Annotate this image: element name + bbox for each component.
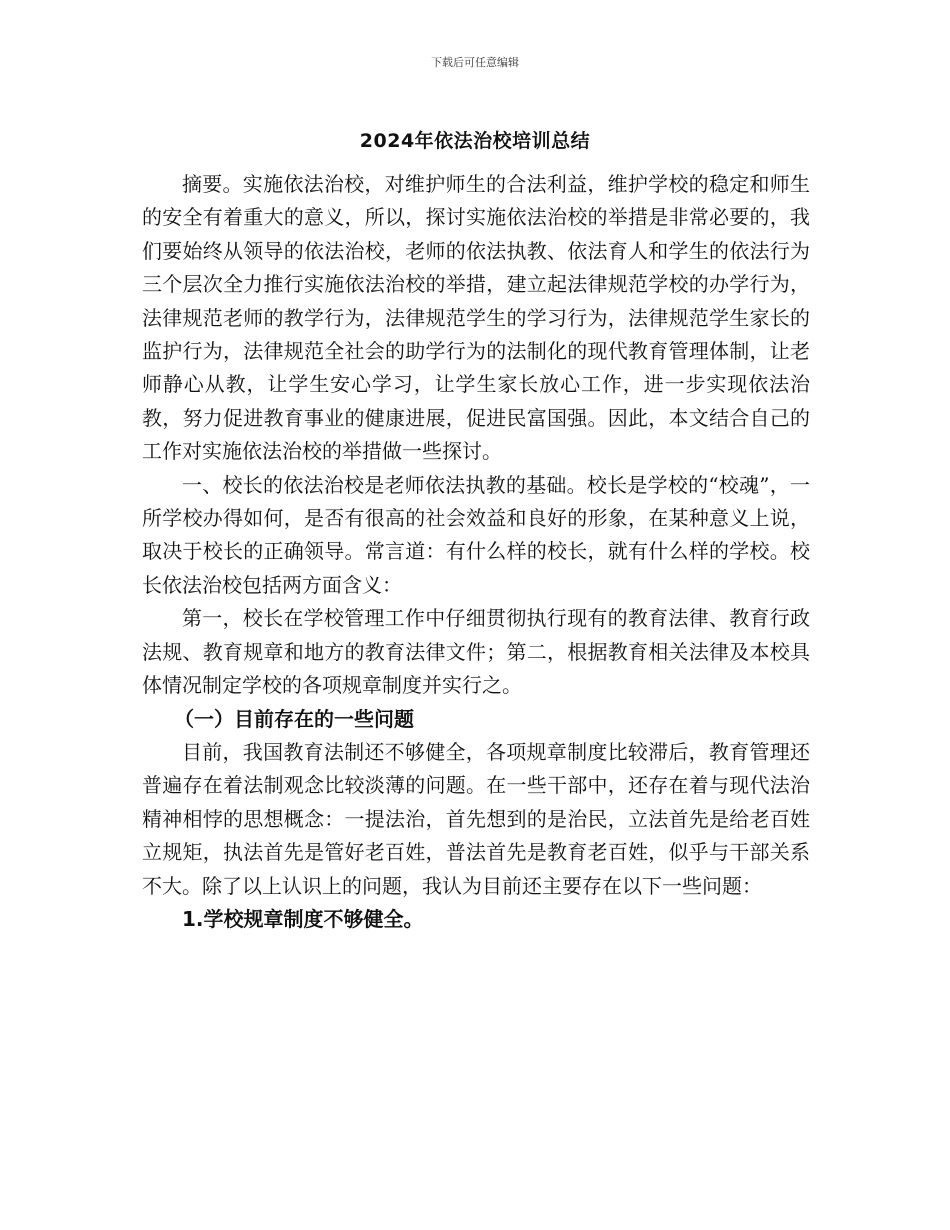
paragraph-current-situation: 目前，我国教育法制还不够健全，各项规章制度比较滞后，教育管理还普遍存在着法制观念比较淡薄的问题。在一些干部中，还存在着与现代法治精神相悖的思想概念：一提法治，首先想到的是治民，立法首先是给老百姓立规矩，执法首先是管好老百姓，普法首先是教育老百姓，似乎与干部关系不大。除了以上认识上的问题，我认为目前还主要存在以下一些问题： xyxy=(142,739,810,898)
paragraph-abstract: 摘要。实施依法治校，对维护师生的合法利益，维护学校的稳定和师生的安全有着重大的意义，所以，探讨实施依法治校的举措是非常必要的，我们要始终从领导的依法治校，老师的依法执教、依法育人和学生的依法行为三个层次全力推行实施依法治校的举措，建立起法律规范学校的办学行为，法律规范老师的教学行为，法律规范学生的学习行为，法律规范学生家长的监护行为，法律规范全社会的助学行为的法制化的现代教育管理体制，让老师静心从教，让学生安心学习，让学生家长放心工作，进一步实现依法治教，努力促进教育事业的健康进展，促进民富国强。因此，本文结合自己的工作对实施依法治校的举措做一些探讨。 xyxy=(142,172,810,464)
header-note: 下载后可任意编辑 xyxy=(431,56,519,69)
document-title: 2024年依法治校培训总结 xyxy=(359,130,591,152)
document-body xyxy=(142,168,810,936)
subheading-rules-incomplete: 1.学校规章制度不够健全。 xyxy=(182,906,424,931)
subheading-current-problems: （一）目前存在的一些问题 xyxy=(174,706,414,731)
paragraph-first-second: 第一，校长在学校管理工作中仔细贯彻执行现有的教育法律、教育行政法规、教育规章和地方的教育法律文件；第二，根据教育相关法律及本校具体情况制定学校的各项规章制度并实行之。 xyxy=(142,606,810,698)
paragraph-section-one: 一、校长的依法治校是老师依法执教的基础。校长是学校的“校魂”，一所学校办得如何，是否有很高的社会效益和良好的形象，在某种意义上说，取决于校长的正确领导。常言道：有什么样的校长，就有什么样的学校。校长依法治校包括两方面含义： xyxy=(142,472,810,597)
